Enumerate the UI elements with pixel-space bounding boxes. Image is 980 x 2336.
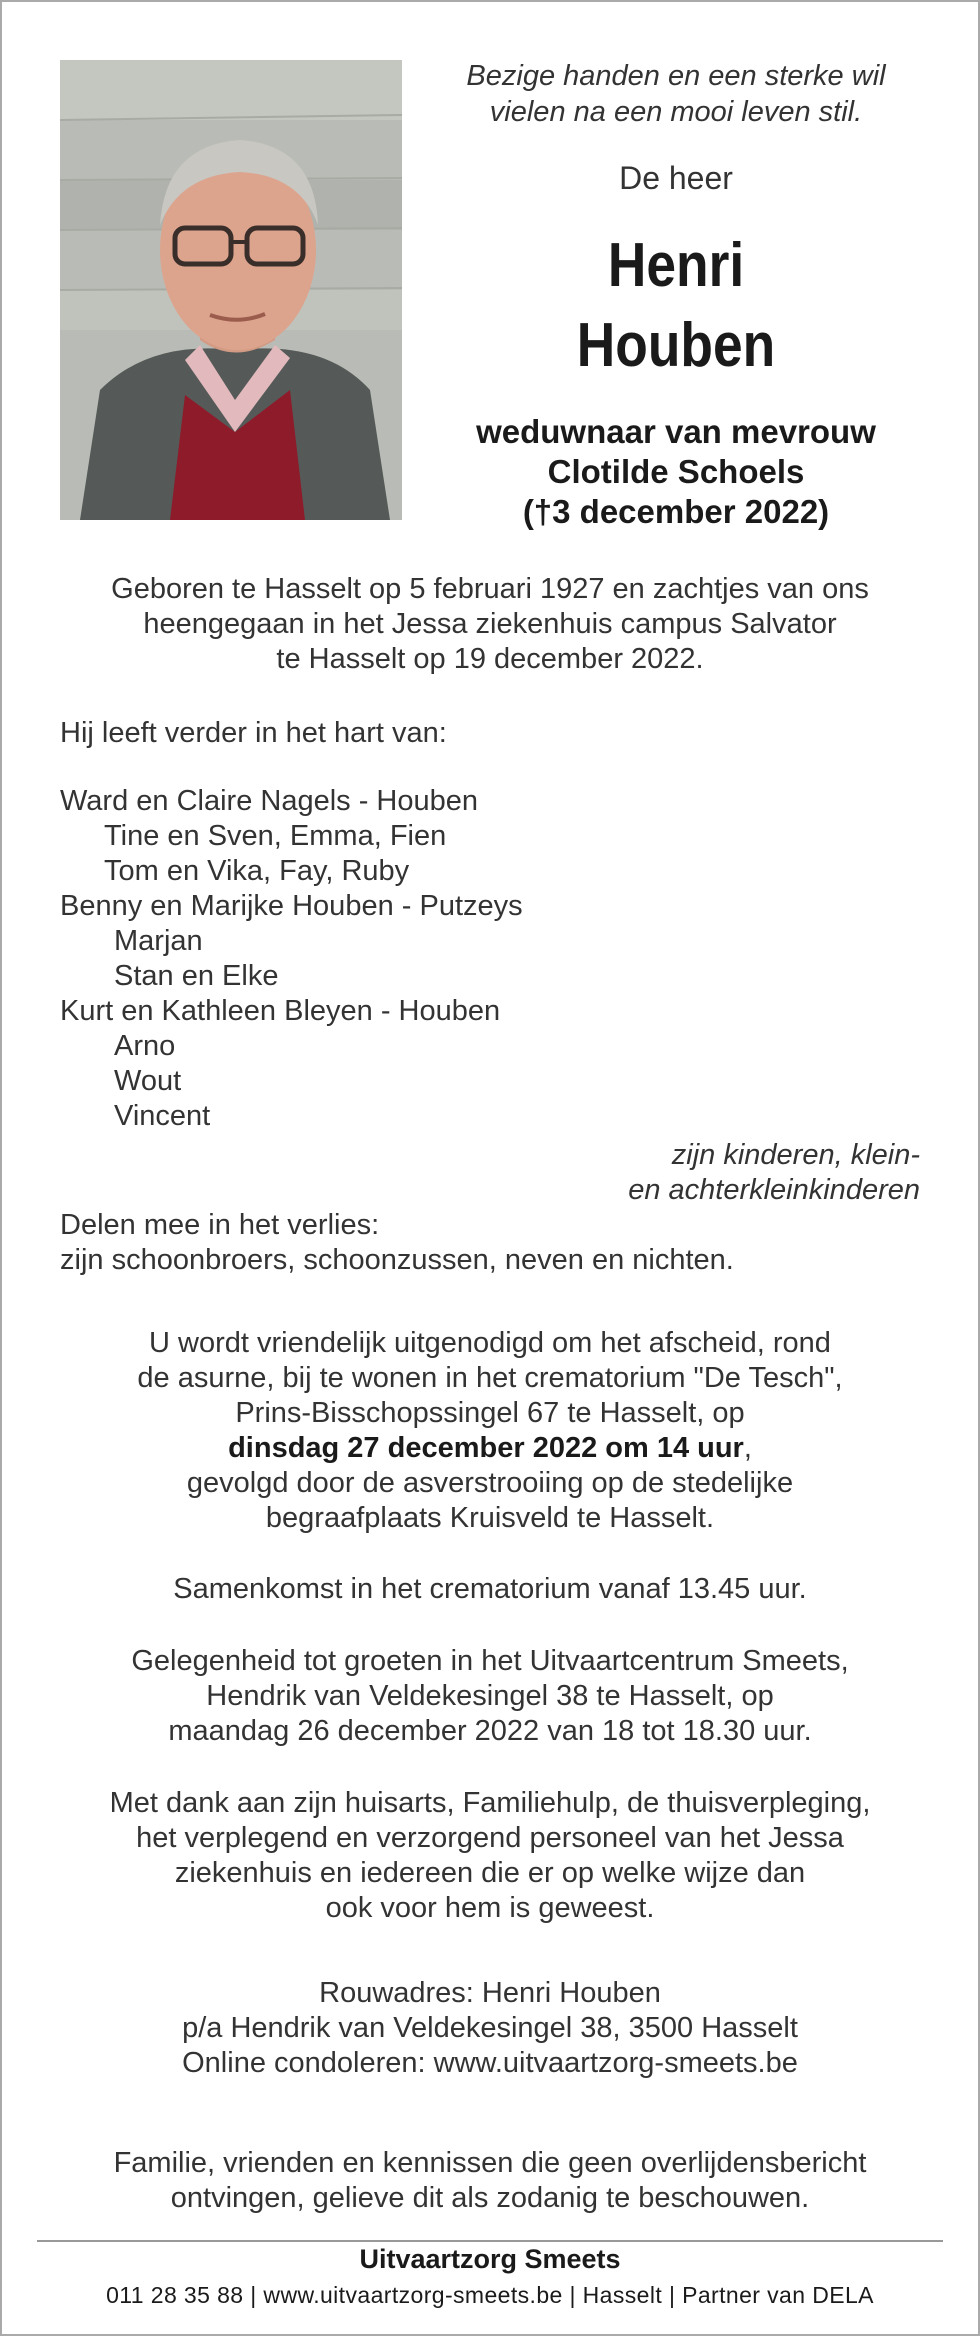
ceremony-date: dinsdag 27 december 2022 om 14 uur <box>228 1432 744 1464</box>
shared-grief <box>60 1208 734 1278</box>
deceased-first-name: Henri <box>607 231 745 300</box>
memorial-quote <box>422 58 930 130</box>
family-line-3: Tom en Vika, Fay, Ruby <box>104 855 410 887</box>
invite-line-6: begraafplaats Kruisveld te Hasselt. <box>265 1502 715 1534</box>
invite-line-5: gevolgd door de asverstrooiing op de stedelijke <box>186 1467 794 1499</box>
share-line-2: zijn schoonbroers, schoonzussen, neven en nichten. <box>60 1244 734 1276</box>
notice-line-2: ontvingen, gelieve dit als zodanig te beschouwen. <box>170 2182 810 2214</box>
quote-line-2: vielen na een mooi leven stil. <box>489 96 863 128</box>
address-line-2: p/a Hendrik van Veldekesingel 38, 3500 Hasselt <box>182 2012 798 2044</box>
family-list <box>60 784 523 1134</box>
funeral-home-contact: 011 28 35 88 | www.uitvaartzorg-smeets.be | Hasselt | Partner van DELA <box>106 2282 874 2308</box>
survived-by-heading: Hij leeft verder in het hart van: <box>60 717 447 749</box>
thanks-line-4: ook voor hem is geweest. <box>325 1892 655 1924</box>
relation-note <box>628 1138 920 1208</box>
invite-line-3: Prins-Bisschopssingel 67 te Hasselt, op <box>235 1397 745 1429</box>
mourning-address <box>32 1976 948 2081</box>
birth-line-1: Geboren te Hasselt op 5 februari 1927 en zachtjes van ons <box>111 573 869 605</box>
thanks-line-1: Met dank aan zijn huisarts, Familiehulp, de thuisverpleging, <box>109 1787 871 1819</box>
family-line-1: Ward en Claire Nagels - Houben <box>60 785 479 817</box>
widow-line-3: (†3 december 2022) <box>522 493 830 530</box>
family-line-10: Vincent <box>114 1100 211 1132</box>
ceremony-date-suffix: , <box>743 1432 752 1464</box>
greetings-line-3: maandag 26 december 2022 van 18 tot 18.30 uur. <box>168 1715 812 1747</box>
funeral-home-name: Uitvaartzorg Smeets <box>359 2244 621 2274</box>
birth-line-2: heengegaan in het Jessa ziekenhuis campus Salvator <box>143 608 837 640</box>
share-line-1: Delen mee in het verlies: <box>60 1209 380 1241</box>
address-line-3: Online condoleren: www.uitvaartzorg-smeets.be <box>182 2047 798 2079</box>
birth-line-3: te Hasselt op 19 december 2022. <box>276 643 704 675</box>
relation-line-1: zijn kinderen, klein- <box>671 1139 920 1171</box>
greetings-line-2: Hendrik van Veldekesingel 38 te Hasselt, op <box>206 1680 774 1712</box>
portrait-image <box>60 60 402 520</box>
widow-line-2: Clotilde Schoels <box>547 453 805 490</box>
title-prefix: De heer <box>619 160 733 196</box>
footer-divider <box>37 2240 943 2242</box>
portrait-photo <box>60 60 402 520</box>
invite-line-2: de asurne, bij te wonen in het crematorium "De Tesch", <box>137 1362 843 1394</box>
thanks-note <box>32 1786 948 1926</box>
family-line-4: Benny en Marijke Houben - Putzeys <box>60 890 523 922</box>
thanks-line-3: ziekenhuis en iedereen die er op welke wijze dan <box>174 1857 806 1889</box>
deceased-last-name: Houben <box>576 311 776 380</box>
family-line-5: Marjan <box>114 925 203 957</box>
address-line-1: Rouwadres: Henri Houben <box>319 1977 661 2009</box>
family-line-8: Arno <box>114 1030 176 1062</box>
notification-notice <box>32 2146 948 2216</box>
family-line-2: Tine en Sven, Emma, Fien <box>104 820 447 852</box>
widow-info <box>422 412 930 532</box>
family-line-7: Kurt en Kathleen Bleyen - Houben <box>60 995 501 1027</box>
viewing-info <box>32 1644 948 1749</box>
greetings-line-1: Gelegenheid tot groeten in het Uitvaartcentrum Smeets, <box>131 1645 849 1677</box>
family-line-9: Wout <box>114 1065 182 1097</box>
birth-death-info <box>32 572 948 677</box>
widow-line-1: weduwnaar van mevrouw <box>476 413 876 450</box>
invite-date-line <box>32 1431 948 1466</box>
invite-line-1: U wordt vriendelijk uitgenodigd om het afscheid, rond <box>149 1327 831 1359</box>
relation-line-2: en achterkleinkinderen <box>628 1174 920 1206</box>
notice-line-1: Familie, vrienden en kennissen die geen overlijdensbericht <box>113 2147 867 2179</box>
family-line-6: Stan en Elke <box>114 960 279 992</box>
thanks-line-2: het verplegend en verzorgend personeel van het Jessa <box>136 1822 844 1854</box>
quote-line-1: Bezige handen en een sterke wil <box>466 60 886 92</box>
gathering-info: Samenkomst in het crematorium vanaf 13.45 uur. <box>173 1573 807 1605</box>
ceremony-invitation <box>32 1326 948 1536</box>
